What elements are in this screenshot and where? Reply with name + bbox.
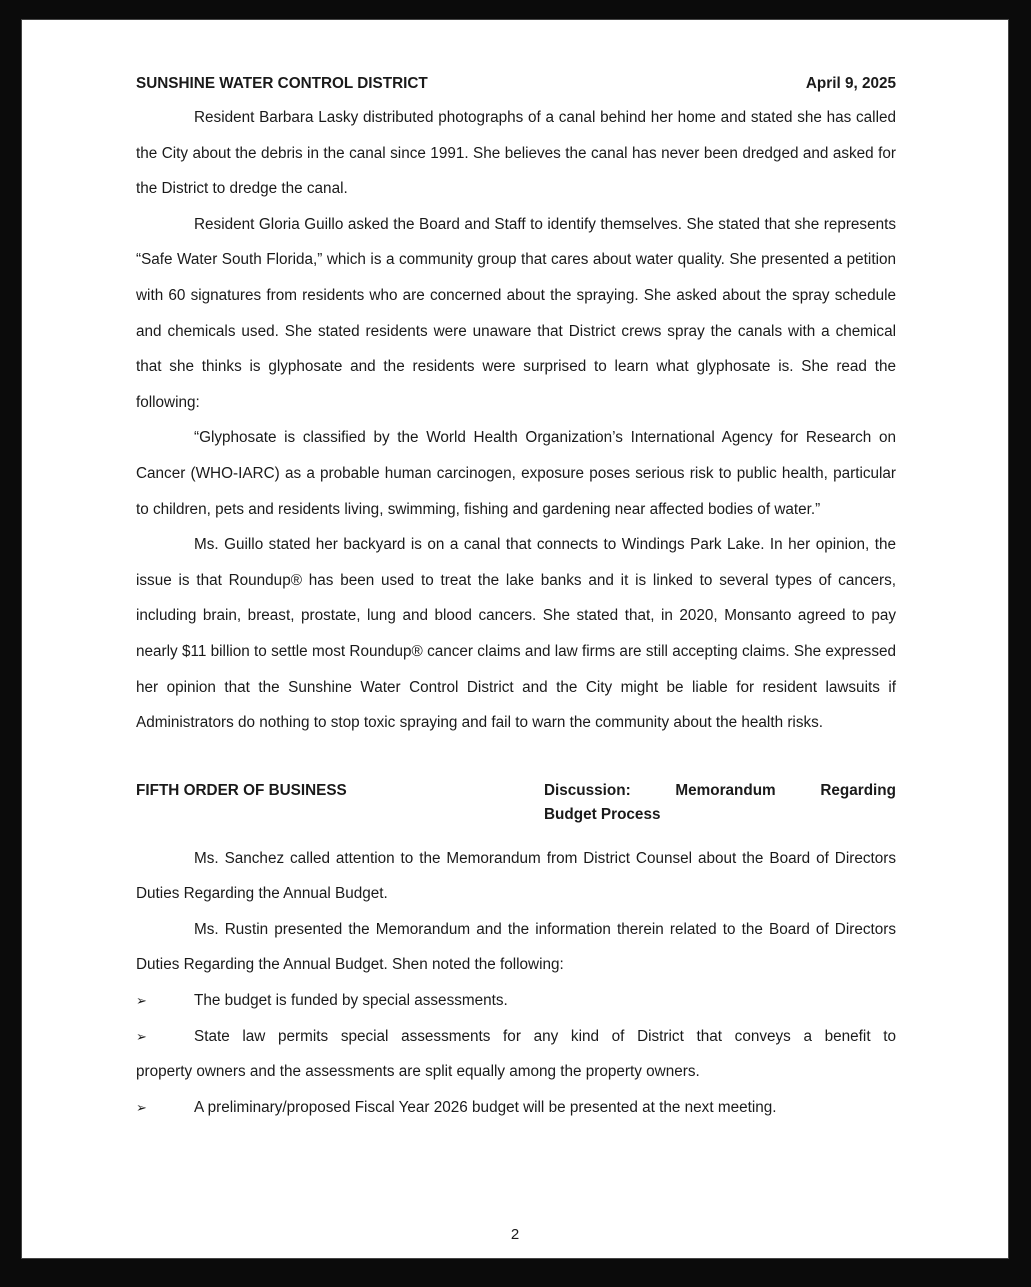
document-page xyxy=(22,20,1008,1258)
paragraph-lasky: Resident Barbara Lasky distributed photographs of a canal behind her home and stated she has called the City about the debris in the canal since 1991. She believes the canal has never been dredged and asked for the District to dredge the canal. xyxy=(136,109,896,198)
order-title-word-3: Regarding xyxy=(820,781,896,799)
page-header xyxy=(136,72,896,96)
order-title-word-2: Memorandum xyxy=(675,781,776,799)
bullet-text: The budget is funded by special assessments. xyxy=(194,992,508,1010)
bullet-item xyxy=(136,1090,896,1126)
bullet-item xyxy=(136,1019,896,1090)
paragraph-rustin: Ms. Rustin presented the Memorandum and the information therein related to the Board of Directors Duties Regarding the Annual Budget. Shen noted the following: xyxy=(136,920,896,974)
paragraph-glyphosate-quote: “Glyphosate is classified by the World Health Organization’s International Agency for Research on Cancer (WHO-IARC) as a probable human carcinogen, exposure poses serious risk to public health, particular to children, pets and residents living, swimming, fishing and gardening near affected bodies of water.” xyxy=(136,429,896,518)
district-name: SUNSHINE WATER CONTROL DISTRICT xyxy=(136,75,428,92)
page-content xyxy=(136,72,896,1125)
bullet-item xyxy=(136,983,896,1019)
bullet-text: State law permits special assessments for any kind of District that conveys a benefit to xyxy=(194,1027,896,1045)
order-title-line-2: Budget Process xyxy=(544,805,661,823)
arrow-bullet-icon: ➢ xyxy=(136,993,147,1009)
bullet-text: A preliminary/proposed Fiscal Year 2026 budget will be presented at the next meeting. xyxy=(194,1098,777,1116)
arrow-bullet-icon: ➢ xyxy=(136,1028,147,1044)
order-title-word-1: Discussion: xyxy=(544,781,631,799)
meeting-date: April 9, 2025 xyxy=(805,75,896,92)
page-number: 2 xyxy=(510,1226,520,1243)
order-label: FIFTH ORDER OF BUSINESS xyxy=(136,781,347,799)
order-title xyxy=(544,779,896,827)
bullet-text-continued: property owners and the assessments are split equally among the property owners. xyxy=(136,1063,700,1081)
paragraph-guillo-roundup: Ms. Guillo stated her backyard is on a canal that connects to Windings Park Lake. In her opinion, the issue is that Roundup® has been used to treat the lake banks and it is linked to several types of cancers, including brain, breast, prostate, lung and blood cancers. She stated that, in 2020, Monsanto agreed to pay nearly $11 billion to settle most Roundup® cancer claims and law firms are still accepting claims. She expressed her opinion that the Sunshine Water Control District and the City might be liable for resident lawsuits if Administrators do nothing to stop toxic spraying and fail to warn the community about the health risks. xyxy=(136,536,896,732)
paragraph-guillo: Resident Gloria Guillo asked the Board and Staff to identify themselves. She stated that she represents “Safe Water South Florida,” which is a community group that cares about water quality. She presented a petition with 60 signatures from residents who are concerned about the spraying. She asked about the spray schedule and chemicals used. She stated residents were unaware that District crews spray the canals with a chemical that she thinks is glyphosate and the residents were surprised to learn what glyphosate is. She read the following: xyxy=(136,215,896,411)
paragraph-sanchez: Ms. Sanchez called attention to the Memorandum from District Counsel about the Board of Directors Duties Regarding the Annual Budget. xyxy=(136,849,896,903)
arrow-bullet-icon: ➢ xyxy=(136,1099,147,1115)
order-of-business-heading xyxy=(136,779,896,827)
